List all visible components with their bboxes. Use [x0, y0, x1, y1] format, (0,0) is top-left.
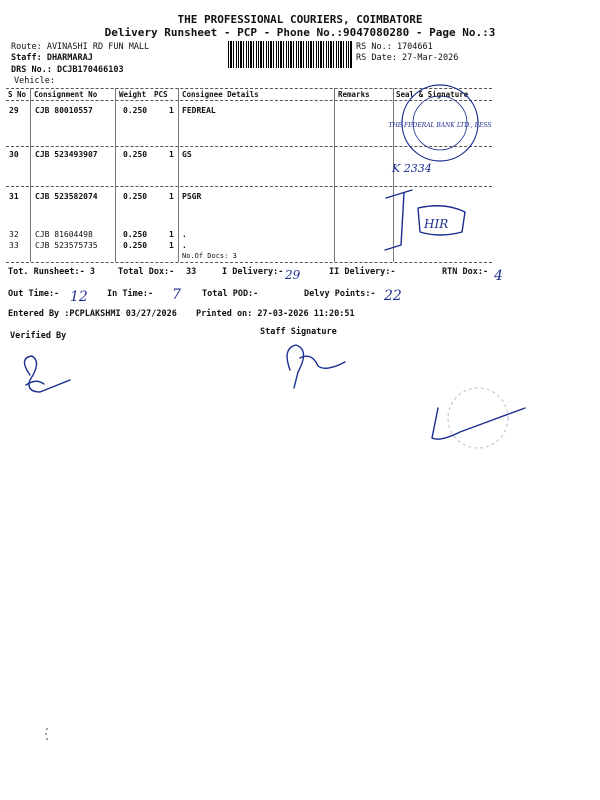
ii-delivery-label: II Delivery:- — [329, 267, 396, 277]
col-header-weight: Weight — [119, 90, 147, 99]
row-consignee: PSGR — [182, 192, 202, 201]
row-sno: 31 — [9, 192, 19, 201]
out-time-handwritten: 12 — [70, 289, 88, 305]
scan-dot — [46, 728, 48, 730]
row-consignee: . — [182, 241, 187, 250]
row-sno: 32 — [9, 230, 19, 239]
col-header-remarks: Remarks — [338, 90, 370, 99]
total-dox-label: Total Dox:- — [118, 267, 175, 277]
no-of-docs: No.Of Docs: 3 — [182, 252, 237, 260]
row-consignment: CJB 523582074 — [35, 192, 98, 201]
col-header-pcs: PCS — [154, 90, 168, 99]
row-consignment: CJB 81604498 — [35, 230, 93, 239]
rtn-dox-handwritten: 4 — [494, 268, 503, 284]
i-delivery-label: I Delivery:- — [222, 267, 284, 277]
bank-seal-stamp — [388, 85, 491, 161]
row-sno: 30 — [9, 150, 19, 159]
row-consignee: GS — [182, 150, 192, 159]
row-pcs: 1 — [169, 106, 174, 115]
row-weight: 0.250 — [123, 150, 148, 159]
row-sno: 33 — [9, 241, 19, 250]
rs-date: RS Date: 27-Mar-2026 — [356, 53, 459, 63]
in-time-handwritten: 7 — [172, 287, 181, 303]
col-header-consignee: Consignee Details — [182, 90, 259, 99]
tot-runsheet: Tot. Runsheet:- 3 — [8, 267, 95, 277]
bank-seal-text: THE FEDERAL BANK LTD., BESS — [388, 122, 492, 129]
row-pcs: 1 — [169, 192, 174, 201]
row-consignment: CJB 80010557 — [35, 106, 93, 115]
staff-label: Staff: DHARMARAJ — [11, 53, 93, 63]
row-consignee: FEDREAL — [182, 106, 216, 115]
rs-number: RS No.: 1704661 — [356, 42, 433, 52]
total-dox-value: 33 — [186, 267, 197, 277]
bottom-signature-mark — [432, 408, 525, 439]
row-weight: 0.250 — [123, 241, 148, 250]
row-weight: 0.250 — [123, 230, 148, 239]
i-delivery-handwritten: 29 — [285, 268, 301, 282]
row-consignment: CJB 523575735 — [35, 241, 98, 250]
entered-by: Entered By :PCPLAKSHMI 03/27/2026 — [8, 309, 177, 319]
out-time-label: Out Time:- — [8, 289, 60, 299]
row31-bracket-mark — [385, 190, 412, 250]
verified-by-label: Verified By — [10, 331, 67, 341]
row-pcs: 1 — [169, 241, 174, 250]
row-weight: 0.250 — [123, 106, 148, 115]
delvy-points-handwritten: 22 — [384, 288, 402, 304]
row31-handwritten-note: HIR — [424, 217, 449, 231]
row-consignee: . — [182, 230, 187, 239]
in-time-label: In Time:- — [107, 289, 154, 299]
company-title: THE PROFESSIONAL COURIERS, COIMBATORE — [177, 13, 423, 26]
vehicle-label: Vehicle: — [14, 76, 55, 86]
scan-dot — [46, 738, 48, 740]
drs-number: DRS No.: DCJB170466103 — [11, 65, 124, 75]
col-header-seal: Seal & Signature — [396, 90, 469, 99]
row-pcs: 1 — [169, 230, 174, 239]
runsheet-subtitle: Delivery Runsheet - PCP - Phone No.:9047080280 - Page No.:3 — [104, 26, 496, 39]
printed-on: Printed on: 27-03-2026 11:20:51 — [196, 309, 355, 319]
verified-by-signature — [24, 356, 70, 392]
delvy-points-label: Delvy Points:- — [304, 289, 376, 299]
staff-signature-label: Staff Signature — [260, 327, 337, 337]
route-label: Route: AVINASHI RD FUN MALL — [11, 42, 150, 52]
row-consignment: CJB 523493907 — [35, 150, 98, 159]
row-pcs: 1 — [169, 150, 174, 159]
staff-signature-mark — [287, 345, 345, 388]
scan-dot — [45, 733, 47, 735]
total-pod-label: Total POD:- — [202, 289, 259, 299]
col-header-consignment: Consignment No — [34, 90, 98, 99]
row30-handwritten-note: K 2334 — [392, 162, 432, 175]
row-weight: 0.250 — [123, 192, 148, 201]
rtn-dox-label: RTN Dox:- — [442, 267, 489, 277]
col-header-sno: S No — [8, 90, 27, 99]
row-sno: 29 — [9, 106, 19, 115]
